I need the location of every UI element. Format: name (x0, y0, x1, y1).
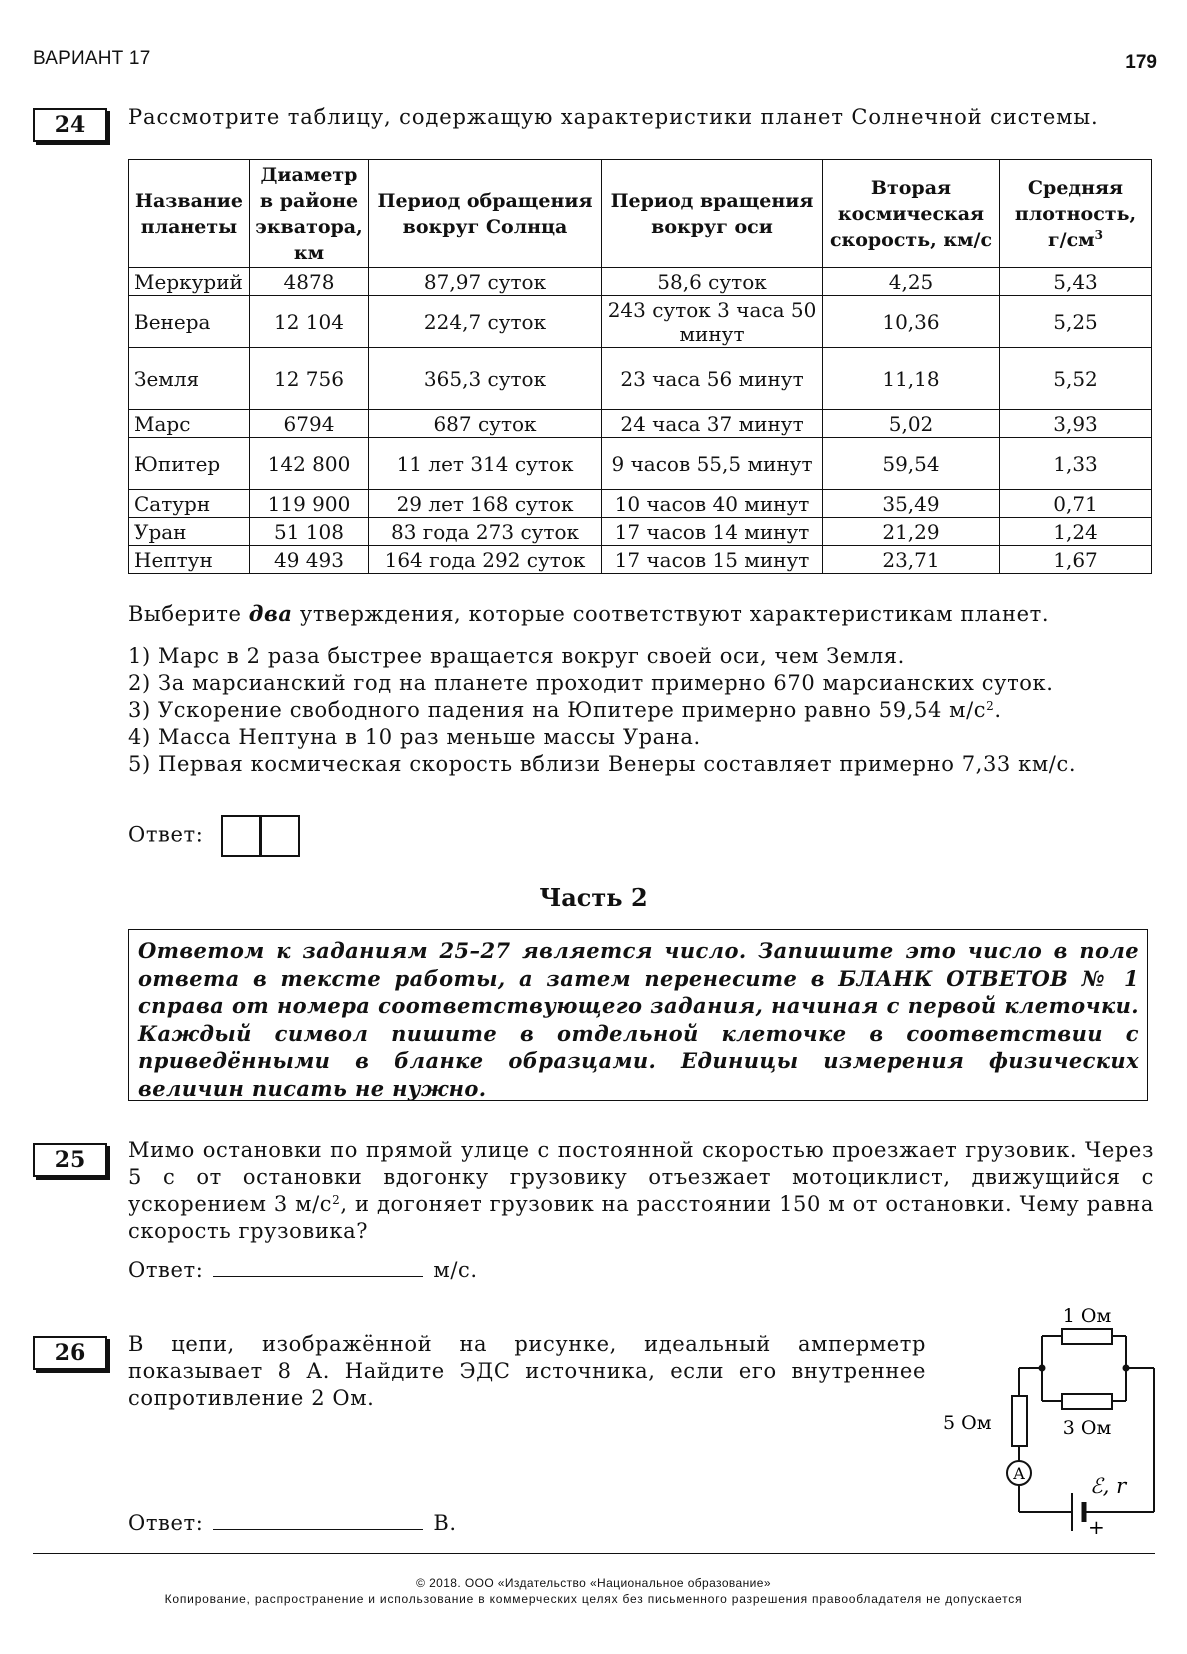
choose-text-pre: Выберите (128, 602, 249, 626)
answer-cell-1[interactable] (221, 815, 261, 857)
col-header-diameter: Диаметр в районе экватора, км (250, 160, 369, 268)
variant-label: ВАРИАНТ 17 (33, 48, 151, 69)
table-cell: 365,3 суток (369, 348, 602, 410)
task-24-answer-label: Ответ: (128, 822, 204, 847)
table-row (129, 348, 1152, 410)
density-exponent: 3 (1094, 227, 1103, 242)
table-cell: Юпитер (129, 438, 250, 490)
table-cell: 10 часов 40 минут (602, 490, 823, 518)
resistor-5-ohm (1012, 1396, 1027, 1446)
footer-copyright: © 2018. ООО «Издательство «Национальное образование» (416, 1576, 771, 1590)
table-cell: 51 108 (250, 518, 369, 546)
table-cell: Земля (129, 348, 250, 410)
option-1: 1) Марс в 2 раза быстрее вращается вокруг своей оси, чем Земля. (128, 644, 905, 668)
task-26-answer-label: Ответ: (128, 1511, 204, 1535)
table-cell: 5,52 (1000, 348, 1152, 410)
table-cell: 11 лет 314 суток (369, 438, 602, 490)
choose-emphasis: два (248, 601, 293, 626)
task-25-number: 25 (33, 1143, 107, 1177)
table-cell: Уран (129, 518, 250, 546)
node-right (1123, 1365, 1130, 1372)
table-cell: Меркурий (129, 268, 250, 296)
task-26-answer (128, 1509, 457, 1537)
task-26-answer-field[interactable] (213, 1509, 423, 1530)
col-header-density (1000, 160, 1152, 268)
planets-table (128, 159, 1152, 574)
task-24-options (128, 643, 1168, 778)
task-24-number: 24 (33, 108, 107, 142)
table-cell: Марс (129, 410, 250, 438)
answer-cell-2[interactable] (261, 815, 300, 857)
label-5-ohm: 5 Ом (943, 1412, 992, 1434)
table-cell: 35,49 (823, 490, 1000, 518)
task-24-choose (128, 600, 1158, 628)
ammeter-label: A (1013, 1464, 1025, 1483)
option-4: 4) Масса Нептуна в 10 раз меньше массы Урана. (128, 725, 701, 749)
table-cell: 59,54 (823, 438, 1000, 490)
node-left (1039, 1365, 1046, 1372)
resistor-3-ohm (1062, 1394, 1112, 1409)
table-cell: 17 часов 15 минут (602, 546, 823, 574)
option-3-text: 3) Ускорение свободного падения на Юпитере примерно равно 59,54 м/с (128, 698, 987, 722)
footer-divider (33, 1553, 1155, 1554)
col-header-orbit: Период обращения вокруг Солнца (369, 160, 602, 268)
table-cell: 1,33 (1000, 438, 1152, 490)
task-25-answer-field[interactable] (213, 1256, 423, 1277)
task-24-answer (128, 815, 300, 857)
task-25-answer (128, 1256, 478, 1284)
table-cell: 17 часов 14 минут (602, 518, 823, 546)
col-header-name: Название планеты (129, 160, 250, 268)
task-24-intro: Рассмотрите таблицу, содержащую характеристики планет Солнечной системы. (128, 105, 1099, 129)
col-header-escape: Вторая космическая скорость, км/с (823, 160, 1000, 268)
table-cell: 29 лет 168 суток (369, 490, 602, 518)
table-cell: 5,43 (1000, 268, 1152, 296)
task-25-text-a: Мимо остановки по прямой улице с постоянной скоростью проезжает грузовик. Через 5 с от остановки вдогонку грузовику отъезжает мотоциклист, движущийся с ускорением 3 м/с (128, 1138, 1154, 1216)
table-row (129, 410, 1152, 438)
task-26-unit: В. (433, 1511, 457, 1535)
table-cell: 142 800 (250, 438, 369, 490)
table-cell: 11,18 (823, 348, 1000, 410)
table-row (129, 438, 1152, 490)
resistor-1-ohm (1062, 1329, 1112, 1344)
part-2-instruction: Ответом к заданиям 25–27 является число. Запишите это число в поле ответа в тексте работы, а затем перенесите в БЛАНК ОТВЕТОВ № 1 справа от номера соответствующего задания, начиная с первой клеточки. Каждый символ пишите в отдельной клеточке в соответствии с приведёнными в бланке образцами. Единицы измерения физических величин писать не нужно. (128, 929, 1148, 1101)
table-cell: 1,67 (1000, 546, 1152, 574)
table-cell: 119 900 (250, 490, 369, 518)
table-cell: 1,24 (1000, 518, 1152, 546)
table-cell: 5,25 (1000, 296, 1152, 348)
task-26-text: В цепи, изображённой на рисунке, идеальный амперметр показывает 8 А. Найдите ЭДС источника, если его внутреннее сопротивление 2 Ом. (128, 1332, 926, 1410)
table-cell: Нептун (129, 546, 250, 574)
task-25-text (128, 1137, 1154, 1245)
table-cell: 23,71 (823, 546, 1000, 574)
table-row (129, 518, 1152, 546)
emf-label: ℰ, r (1090, 1474, 1127, 1498)
task-24-answer-cells[interactable] (221, 815, 300, 857)
task-25-exponent: 2 (332, 1193, 341, 1207)
task-26-number: 26 (33, 1336, 107, 1370)
page-number: 179 (1125, 52, 1157, 73)
plus-label: + (1088, 1515, 1105, 1539)
table-cell: 3,93 (1000, 410, 1152, 438)
table-cell: 224,7 суток (369, 296, 602, 348)
table-cell: 12 756 (250, 348, 369, 410)
table-cell: 49 493 (250, 546, 369, 574)
option-3-exponent: 2 (986, 699, 995, 713)
table-cell: 21,29 (823, 518, 1000, 546)
table-cell: 4878 (250, 268, 369, 296)
density-header-text: Средняя плотность, г/см (1014, 176, 1137, 251)
table-row (129, 268, 1152, 296)
task-25-answer-label: Ответ: (128, 1258, 204, 1282)
table-cell: 10,36 (823, 296, 1000, 348)
table-row (129, 490, 1152, 518)
table-cell: 687 суток (369, 410, 602, 438)
table-cell: 164 года 292 суток (369, 546, 602, 574)
table-cell: 12 104 (250, 296, 369, 348)
table-cell: 24 часа 37 минут (602, 410, 823, 438)
table-cell: 83 года 273 суток (369, 518, 602, 546)
circuit-diagram (940, 1300, 1170, 1545)
table-cell: Венера (129, 296, 250, 348)
label-3-ohm: 3 Ом (1062, 1417, 1112, 1439)
task-25-text-b: , и догоняет грузовик на расстоянии 150 м от остановки. Чему равна скорость грузовика? (128, 1192, 1155, 1243)
task-25-unit: м/с. (433, 1258, 478, 1282)
table-cell: 87,97 суток (369, 268, 602, 296)
option-5: 5) Первая космическая скорость вблизи Венеры составляет примерно 7,33 км/с. (128, 752, 1077, 776)
table-cell: 23 часа 56 минут (602, 348, 823, 410)
option-3-end: . (994, 698, 1002, 722)
footer-notice: Копирование, распространение и использование в коммерческих целях без письменного разрешения правообладателя не допускается (164, 1592, 1023, 1606)
table-cell: 6794 (250, 410, 369, 438)
table-cell: 58,6 суток (602, 268, 823, 296)
table-cell: 9 часов 55,5 минут (602, 438, 823, 490)
table-cell: 4,25 (823, 268, 1000, 296)
table-cell: 243 суток 3 часа 50 минут (602, 296, 823, 348)
table-cell: 0,71 (1000, 490, 1152, 518)
table-cell: Сатурн (129, 490, 250, 518)
option-3 (128, 697, 1168, 724)
table-row (129, 296, 1152, 348)
choose-text-post: утверждения, которые соответствуют характеристикам планет. (292, 602, 1050, 626)
part-2-title: Часть 2 (539, 883, 648, 912)
table-row (129, 546, 1152, 574)
col-header-rotation: Период вращения вокруг оси (602, 160, 823, 268)
table-cell: 5,02 (823, 410, 1000, 438)
label-1-ohm: 1 Ом (1062, 1305, 1112, 1327)
option-2: 2) За марсианский год на планете проходит примерно 670 марсианских суток. (128, 671, 1054, 695)
